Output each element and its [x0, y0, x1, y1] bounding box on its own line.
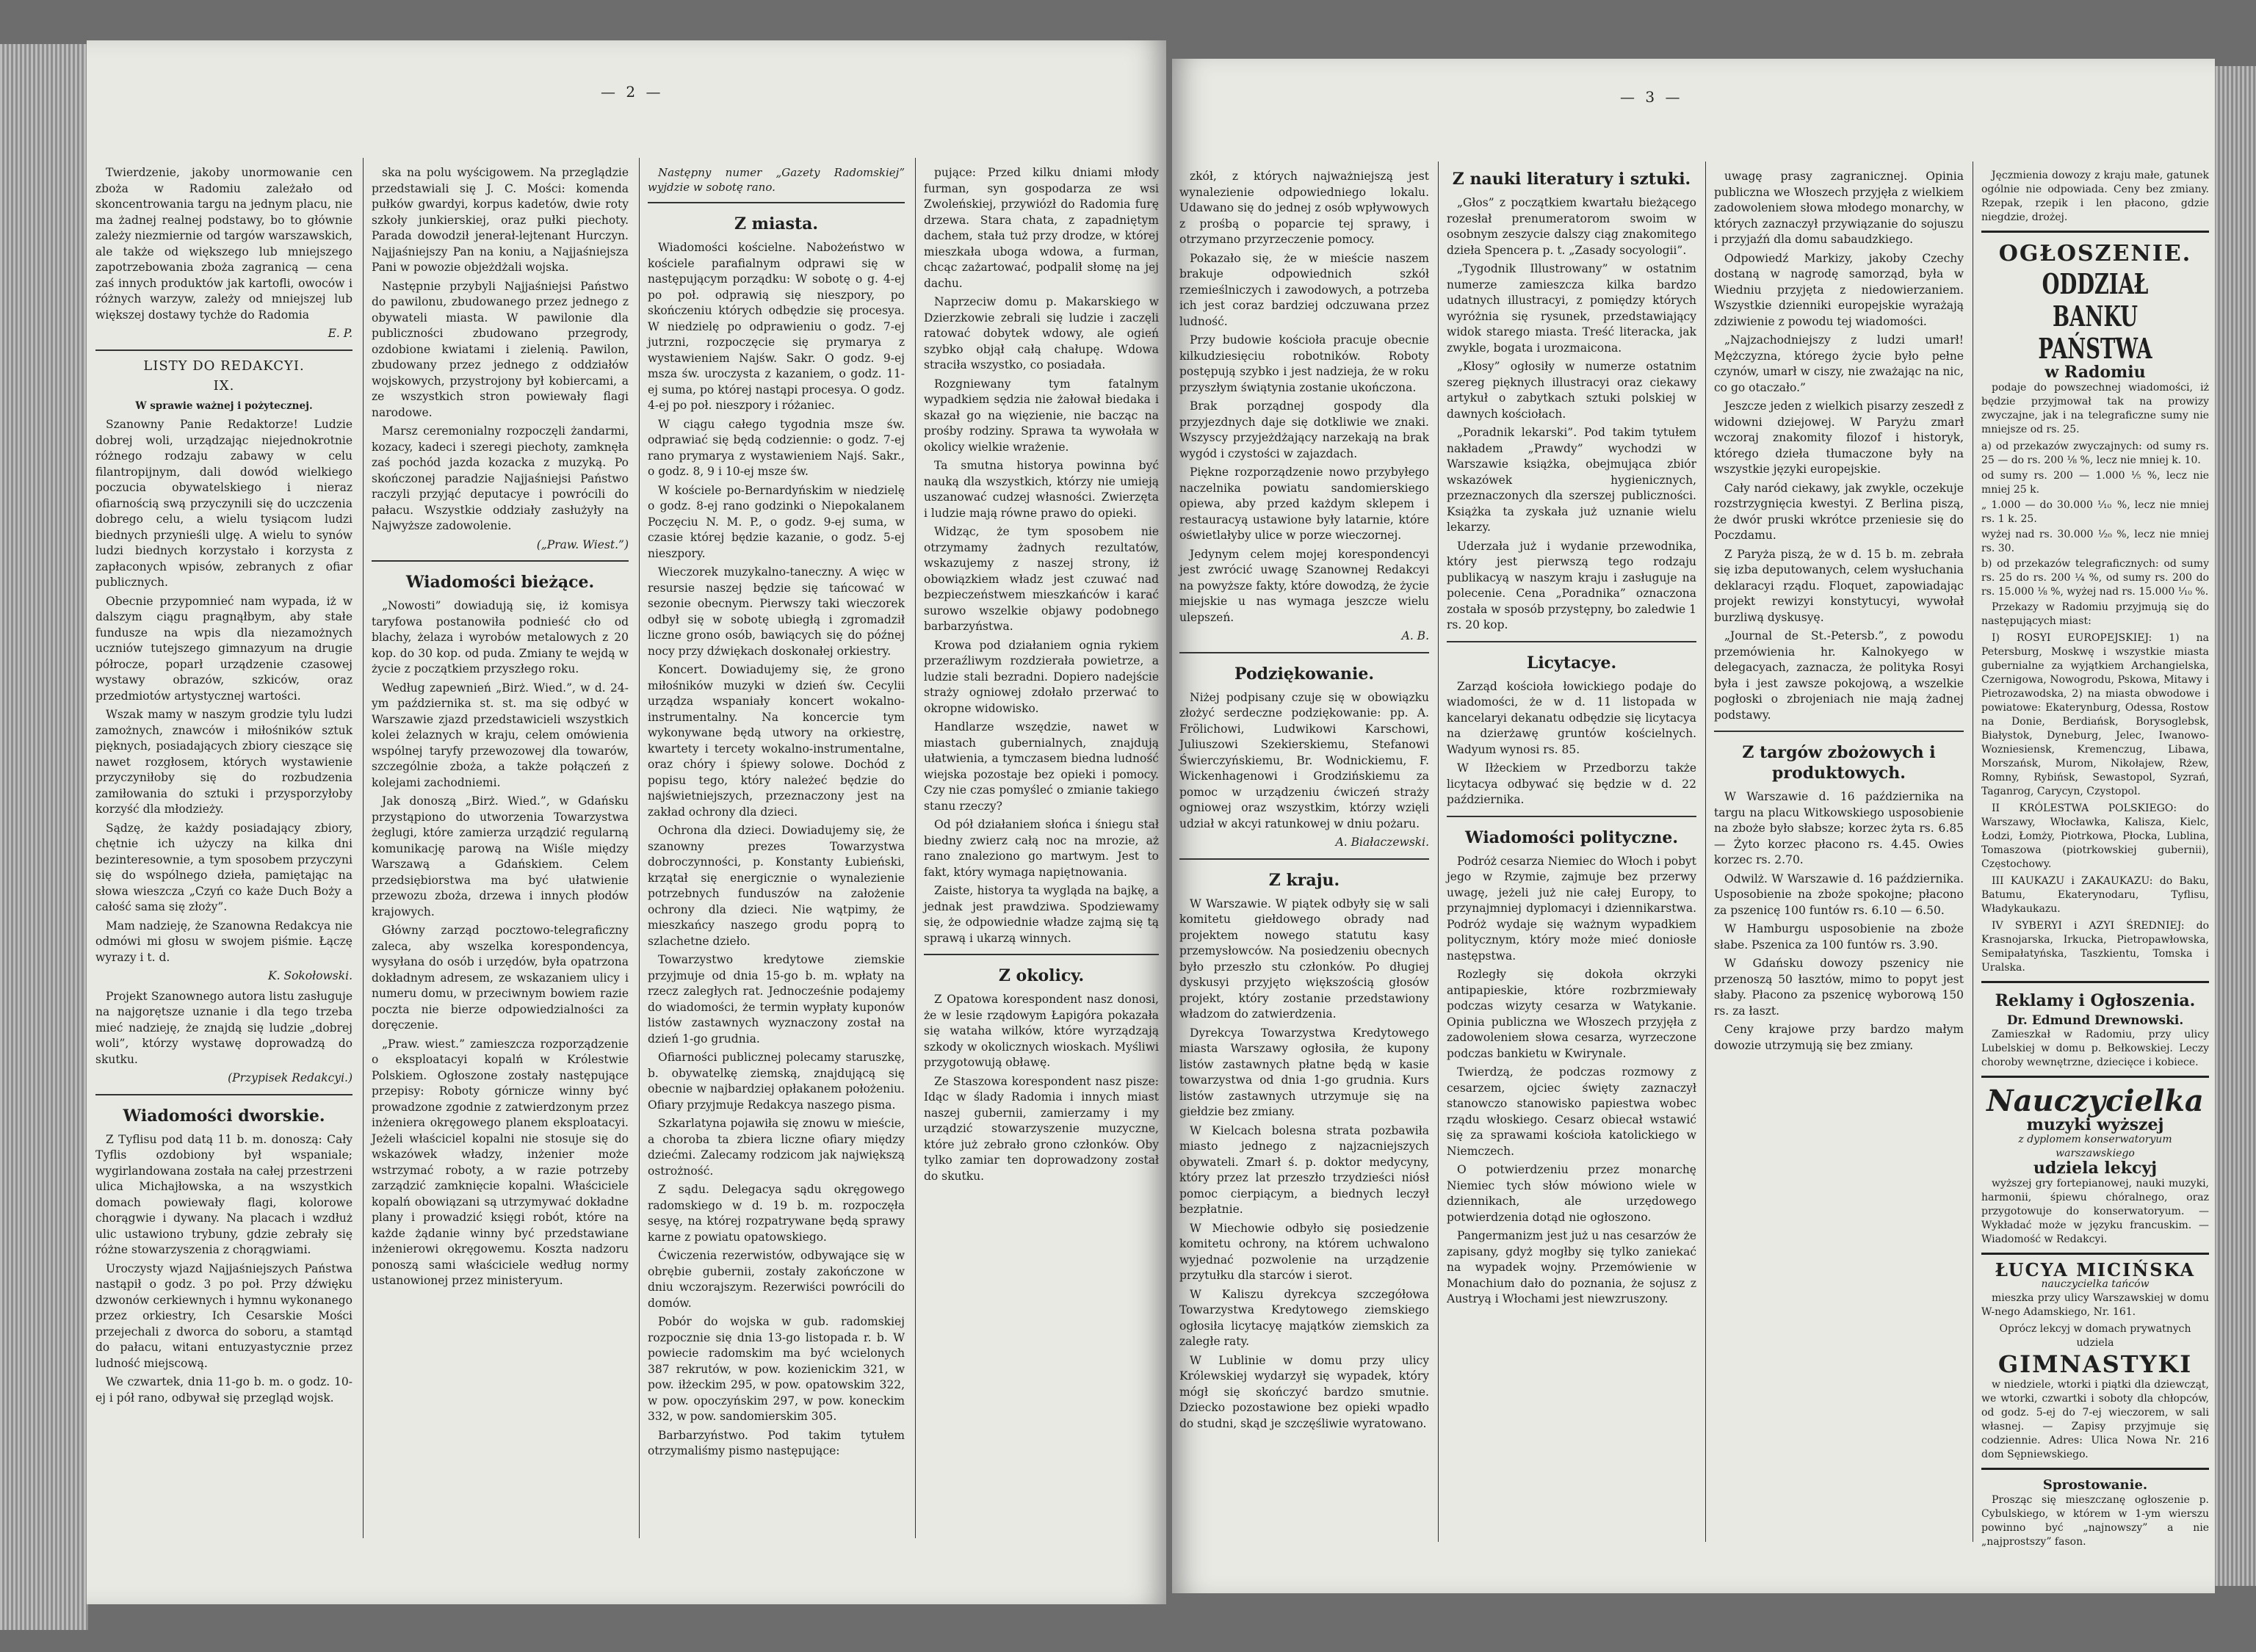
news-item: Z Opatowa korespondent nasz donosi, że w lesie rządowym Łapigóra pokazała się wataha wilków, które wyrządzają szkody w okolicznych wioskach. Myśliwi przygotowują obławę.	[924, 993, 1159, 1069]
ad-text: podaje do powszechnej wiadomości, iż będzie przyjmował tak na prowizy zwyczajne, jak i na telegraficzne sumy nie mniejsze od rs. 25.	[1981, 381, 2209, 435]
letter-paragraph: Wszak mamy w naszym grodzie tylu ludzi zamożnych, znawców i miłośników sztuk pięknych, posiadających zbiory cieszące się nawet rozgłosem, których wystawienie przyczyniłoby się do rozbudzenia zamiłowania do sztuki i przysporzyłoby korzyść dla młodzieży.	[95, 708, 352, 816]
news-item: Główny zarząd pocztowo-telegraficzny zaleca, aby wszelka korespondencya, wysyłana do osób i urzędów, była opatrzona dokładnym adresem, ze wskazaniem ulicy i numeru domu, w przeciwnym bowiem razie poczta nie bierze odpowiedzialności za doręczenie.	[372, 924, 629, 1032]
section-heading: Z nauki literatury i sztuki.	[1452, 170, 1691, 189]
article-paragraph: Marsz ceremonialny rozpoczęli żandarmi, kozacy, kadeci i szeregi piechoty, zamknęła zaś pochód jazda kozacka z muzyką. Po skończonej paradzie Najjaśniejsi Państwo raczyli przyjąć deputacye i powrócili do pałacu. Wszystkie oddziały zasłużyły na Najwyższe zadowolenie.	[372, 424, 629, 532]
ad-heading: OGŁOSZENIE.	[1998, 241, 2192, 267]
page-number: — 2 —	[601, 83, 664, 101]
ad-heading: Reklamy i Ogłoszenia.	[1995, 990, 2196, 1010]
section-heading: Podziękowanie.	[1234, 664, 1374, 684]
column-1	[95, 165, 352, 1409]
column-3	[1714, 169, 1964, 1057]
section-heading: Z okolicy.	[998, 966, 1085, 985]
letter-paragraph: Obecnie przypomnieć nam wypada, iż w dalszym ciągu pragnąłbym, aby stałe fundusze na wpis dla niezamożnych uczniów tutejszego gimnazyum na drugie półrocze, poparł urządzenie czasowej wystawy obrazów, szkiców, oraz przedmiotów artystycznej wartości.	[95, 594, 352, 703]
fee-item: a) od przekazów zwyczajnych: od sumy rs. 25 — do rs. 200 ⅛ %, lecz nie mniej k. 10.	[1981, 440, 2209, 466]
ad-bank-name: ODDZIAŁ BANKU PAŃSTWA	[2038, 267, 2152, 365]
article-paragraph: Rozgniewany tym fatalnym wypadkiem sędzia nie żałował biedaka i skazał go na więzienie, nie bacząc na prośby rodziny. Sprawa ta wywołała w okolicy wielkie wrażenie.	[924, 377, 1159, 454]
ad-heading: Sprostowanie.	[2042, 1477, 2148, 1493]
divider	[95, 349, 352, 351]
news-item: Jak donoszą „Birż. Wied.”, w Gdańsku przystąpiono do utworzenia Towarzystwa żeglugi, które zamierza urządzić regularną komunikację parową na Wiśle między Warszawą a Gdańskiem. Celem przedsiębiorstwa ma być ułatwienie przewozu zboża, drzewa i innych płodów krajowych.	[372, 794, 629, 919]
article-paragraph: Krowa pod działaniem ognia rykiem przeraźliwym rozdzierała powietrze, a ludzie stali bezradni. Dopiero nadejście straży ogniowej zdołało przerwać to okropne widowisko.	[924, 638, 1159, 715]
news-item: „Praw. wiest.” zamieszcza rozporządzenie o eksploatacyi kopalń w Królestwie Polskiem. Ogłoszone zostały następujące przepisy: Roboty górnicze winny być prowadzone zgodnie z zatwierdzonym przez inżeniera okręgowego planem eksploatacyi. Jeżeli właściciel kopalni nie stosuje się do wskazówek władzy, inżenier może wstrzymać roboty, a w razie potrzeby zarządzić zamknięcie kopalni. Właściciele kopalń obowiązani są utrzymywać dokładne plany i prowadzić księgi robót, które na każde żądanie winny być przedstawiane inżenierowi okręgowemu. Koszta nadzoru ponoszą sami właściciele według normy ustanowionej przez ministeryum.	[372, 1037, 629, 1287]
article-paragraph: pujące: Przed kilku dniami młody furman, syn gospodarza ze wsi Zwoleńskiej, przywiózł do Radomia furę drzewa. Stara chata, z zapadniętym dachem, stała tuż przy drodze, w której mieszkała uboga wdowa, a furman, chcąc zażartować, podpalił słomę na jej dachu.	[924, 166, 1159, 290]
column-4	[924, 165, 1159, 1187]
article-paragraph: Cały naród ciekawy, jak zwykle, oczekuje rozstrzygnięcia kwestyi. Z Berlina piszą, że dwór pruski wkrótce przeniesie się do Poczdamu.	[1714, 481, 1964, 542]
article-paragraph: Przy budowie kościoła pracuje obecnie kilkudziesięciu robotników. Roboty postępują szybko i jest nadzieja, że w roku przyszłym świątynia zostanie ukończona.	[1179, 333, 1429, 394]
column-divider	[1705, 162, 1706, 1542]
article-paragraph: Brak porządnej gospody dla przyjezdnych daje się dotkliwie we znaki. Wszyscy przyjeżdżający narzekają na brak wygód i czystości w zajazdach.	[1179, 399, 1429, 460]
market-item: W Gdańsku dowozy pszenicy nie przenoszą 50 łasztów, mimo to popyt jest słaby. Płacono za pszenicę wyborową 150 rs. za łaszt.	[1714, 957, 1964, 1018]
article-paragraph: Następnie przybyli Najjaśniejsi Państwo do pawilonu, zbudowanego przez jednego z obywateli miasta. W pawilonie dla publiczności zbudowano przegrody, ozdobione kwiatami i zielenią. Pawilon, zbudowany przez jednego z oddziałów wojskowych, przystrojony był kobiercami, a ze wszystkich stron powiewały flagi narodowe.	[372, 279, 629, 419]
news-item: W kościele po-Bernardyńskim w niedzielę o godz. 8-ej rano godzinki o Niepokalanem Poczęciu N. M. P., o godz. 9-ej sumа, w czasie której będzie kazanie, o godz. 5-ej nieszpory.	[648, 483, 905, 560]
divider	[1447, 641, 1696, 642]
news-item: Ochrona dla dzieci. Dowiadujemy się, że szanowny prezes Towarzystwa dobroczynności, p. Konstanty Łubieński, krzątał się energicznie o wynalezienie potrzebnych funduszów na założenie ochrony dla dzieci. Nie wątpimy, że mieszkańcy naszego grodu poprą to szlachetne dzieło.	[648, 824, 905, 948]
ad-text: mieszka przy ulicy Warszawskiej w domu W-nego Adamskiego, Nr. 161.	[1981, 1292, 2209, 1318]
article-paragraph: Niżej podpisany czuje się w obowiązku złożyć serdeczne podziękowanie: pp. A. Frölichowi, Ludwikowi Karschowi, Juliuszowi Szekierskiemu, Stefanowi Świerczyńskiemu, Br. Wodnickiemu, F. Wickenhagenowi i Grodzińskiemu za pomoc w urządzeniu ćwiczeń straży ogniowej oraz wszystkim, którzy wzięli udział w akcyi ratunkowej w dniu pożaru.	[1179, 690, 1429, 830]
divider	[648, 202, 905, 203]
news-item: Koncert. Dowiadujemy się, że grono miłośników muzyki w dzień św. Cecylii urządza wspaniały koncert wokalno-instrumentalny. Na koncercie tym wykonywane będą utwory na orkiestrę, kwartety i tercety wokalno-instrumentalne, oraz chóry i śpiewy solowe. Dochód z popisu tego, który należeć będzie do najświetniejszych, przeznaczony jest na zakład ochrony dla dzieci.	[648, 663, 905, 819]
news-item: Według zapewnień „Birż. Wied.”, w d. 24-ym października st. st. ma się odbyć w Warszawie zjazd przedstawicieli wszystkich kolei żelaznych w kraju, celem omówienia wspólnej taryfy przewozowej dla towarów, szczególnie zboża, a także połączeń z kolejami zachodniemi.	[372, 681, 629, 789]
doctor-advertisement	[1981, 981, 2209, 1070]
article-paragraph: Piękne rozporządzenie nowo przybyłego naczelnika powiatu sandomierskiego opiewa, aby przed każdym sklepem i restauracyą ustawione były latarnie, które oświetlałyby ulice w porze wieczornej.	[1179, 465, 1429, 542]
section-heading: Z targów zbożowych i produktowych.	[1742, 743, 1936, 783]
next-issue-note: Następny numer „Gazety Radomskiej” wyjdzie w sobotę rano.	[648, 166, 905, 194]
ad-text: Prosząc się mieszczanę ogłoszenie p. Cybulskiego, w którem w 1-ym wierszu powinno być „najnowszy” a nie „najprostszy” fason.	[1981, 1493, 2209, 1548]
signature: K. Sokołowski.	[268, 969, 352, 982]
news-item: Ze Staszowa korespondent nasz pisze: Idąc w ślady Radomia i innych miast naszej gubernii, zamierzamy i my urządzić stowarzyszenie muzyczne, które już zebrało grono członków. Oby tylko zamiar ten doprowadzony został do skutku.	[924, 1074, 1159, 1183]
news-item: W ciągu całego tygodnia msze św. odprawiać się będą codziennie: o godz. 7-ej rano prymarya z wystawieniem Najś. Sakr., o godz. 8, 9 i 10-ej msze św.	[648, 417, 905, 478]
news-item: Ćwiczenia rezerwistów, odbywające się w obrębie gubernii, zostały zakończone w dniu wczorajszym. Rezerwiści powrócili do domów.	[648, 1249, 905, 1310]
dance-teacher-advertisement	[1981, 1253, 2209, 1463]
news-item: W Warszawie. W piątek odbyły się w sali komitetu giełdowego obrady nad projektem nowego statutu kasy przemysłowców. Na posiedzeniu obecnych było przeszło stu członków. Po długiej dyskusyi przyjęto większością głosów projekt, który zostanie przedstawiony władzom do zatwierdzenia.	[1179, 896, 1429, 1021]
section-heading: Wiadomości bieżące.	[405, 573, 595, 592]
article-paragraph: Jedynym celem mojej korespondencyi jest zwrócić uwagę Szanownej Redakcyi na powyższe fakty, które dowodzą, że życie miejskie u nas wymaga jeszcze wielu ulepszeń.	[1179, 547, 1429, 624]
section-heading: Licytacye.	[1526, 653, 1617, 673]
correction-notice	[1981, 1468, 2209, 1549]
music-teacher-advertisement	[1981, 1076, 2209, 1247]
doctor-name: Dr. Edmund Drewnowski.	[2006, 1012, 2184, 1028]
ad-text: Przekazy w Radomiu przyjmują się do następujących miast:	[1981, 601, 2209, 627]
market-item: W Hamburgu usposobienie na zboże słabe. Pszenica za 100 funtów rs. 3.90.	[1714, 922, 1964, 952]
fee-item: wyżej nad rs. 30.000 ¹⁄₂₀ %, lecz nie mniej rs. 30.	[1981, 528, 2209, 554]
news-item: „Poradnik lekarski”. Pod takim tytułem nakładem „Prawdy” wychodzi w Warszawie książka, obejmująca zbiór wskazówek hygienicznych, przeznaczonych dla szerszej publiczności. Książka ta zyskała już uznanie wielu lekarzy.	[1447, 426, 1696, 534]
article-paragraph: We czwartek, dnia 11-go b. m. o godz. 10-ej i pół rano, odbywał się przegląd wojsk.	[95, 1375, 352, 1405]
news-item: Szkarlatyna pojawiła się znowu w mieście, a choroba ta zbiera liczne ofiary między dziećmi. Zalecamy rodzicom jak największą ostrożność.	[648, 1117, 905, 1178]
article-paragraph: Handlarze wszędzie, nawet w miastach gubernialnych, znajdują ułatwienia, a tymczasem biedna ludność wiejska pozostaje bez opieki i pomocy. Czy nie czas pomyśleć o zmianie takiego stanu rzeczy?	[924, 720, 1159, 813]
news-item: W Kaliszu dyrekcya szczegółowa Towarzystwa Kredytowego ziemskiego ogłosiła licytacyę majątków ziemskich za zaległe raty.	[1179, 1287, 1429, 1348]
article-intro: Twierdzenie, jakoby unormowanie cen zboża w Radomiu zależało od skoncentrowania targu na jednym placu, nie ma żadnej realnej podstawy, bo to głównie zależy niezmiernie od targów warszawskich, ale także od większego lub mniejszego zapotrzebowania zboża zagranicą — cena zaś innych produktów jak kartofli, owoców i różnych warzyw, zależy od mniejszej lub większej dostawy tychże do Radomia	[95, 166, 352, 322]
article-paragraph: zkół, z których najważniejszą jest wynalezienie odpowiedniego lokalu. Udawano się do jednej z osób wpływowych z prośbą o poparcie tej sprawy, i otrzymano przyrzeczenie pomocy.	[1179, 170, 1429, 246]
article-paragraph: Odpowiedź Markizy, jakoby Czechy dostaną w nagrodę samorząd, była w Wiedniu przyjęta z niedowierzaniem. Wszystkie dzienniki europejskie wyrażają zdziwienie z powodu tej wiadomości.	[1714, 251, 1964, 328]
source-citation: („Praw. Wiest.”)	[536, 537, 629, 551]
region-list-item: III KAUKAZU i ZAKAUKAZU: do Baku, Batumu, Ekaterynodaru, Tyflisu, Władykaukazu.	[1981, 874, 2209, 915]
news-item: W Lublinie w domu przy ulicy Królewskiej wydarzył się wypadek, który mógł się skończyć bardzo smutnie. Dziecko pozostawione bez opieki wpadło do studni, skąd je szczęśliwie wyratowano.	[1179, 1353, 1429, 1430]
article-paragraph: Widząc, że tym sposobem nie otrzymamy żadnych rezultatów, wskazujemy z naszej strony, iż obowiązkiem władz jest czuwać nad bezpieczeństwem mieszkańców i karać surowo wszelkie objawy podobnego barbarzyństwa.	[924, 525, 1159, 633]
divider	[1179, 858, 1429, 860]
news-item: Dyrekcya Towarzystwa Kredytowego miasta Warszawy ogłosiła, że kupony listów zastawnych płatne będą w kasie towarzystwa od dnia 1-go grudnia. Kurs listów zastawnych utrzymuje się na giełdzie bez zmiany.	[1179, 1026, 1429, 1118]
fee-list	[1981, 440, 2209, 599]
news-item: Barbarzyństwo. Pod takim tytułem otrzymaliśmy pismo następujące:	[648, 1428, 905, 1457]
signature: A. Białaczewski.	[1335, 836, 1429, 849]
market-item: Ceny krajowe przy bardzo małym dowozie utrzymują się bez zmiany.	[1714, 1023, 1964, 1052]
column-divider	[915, 158, 916, 1538]
article-paragraph: Ta smutna historya powinna być nauką dla wszystkich, którzy nie umieją uszanować cudzej własności. Zwierzęta i ludzie mają równe prawo do opieki.	[924, 459, 1159, 520]
article-paragraph: Pokazało się, że w mieście naszem brakuje odpowiednich szkół rzemieślniczych i zawodowych, a potrzeba ich jest coraz bardziej odczuwana przez ludność.	[1179, 251, 1429, 328]
news-item: Ofiarności publicznej polecamy staruszkę, b. obywatelkę ziemską, znajdującą się obecnie w najbardziej opłakanem położeniu. Ofiary przyjmuje Redakcya naszego pisma.	[648, 1051, 905, 1112]
news-item: W Miechowie odbyło się posiedzenie komitetu ochrony, na którem uchwalono wyjednać pozwolenie na urządzenie przytułku dla starców i sierot.	[1179, 1221, 1429, 1282]
divider	[1179, 652, 1429, 653]
letter-paragraph: Sądzę, że każdy posiadający zbiory, chętnie ich użyczy na kilka dni bezinteresownie, a tym sposobem przyczyni się do wspólnego dzieła, pamiętając na słowa wieszcza „Czyń co każe Duch Boży a całość sama się złoży”.	[95, 821, 352, 913]
bank-advertisement	[1981, 231, 2209, 975]
article-paragraph: Pangermanizm jest już u nas cesarzów że zapisany, gdyż mogłby się tylko zaniekać na wypadek wojny. Przemówienie w Monachium dało do poznania, że sojusz z Austryą i Włochami jest niewzruszony.	[1447, 1229, 1696, 1305]
article-paragraph: uwagę prasy zagranicznej. Opinia publiczna we Włoszech przyjęła z wielkiem zadowoleniem słowa młodego monarchy, w których zaznaczył przywiązanie do sojuszu i przyjaźń dla domu sabaudzkiego.	[1714, 170, 1964, 246]
article-paragraph: Z Paryża piszą, że w d. 15 b. m. zebrała się izba deputowanych, celem wysłuchania deklaracyi rządu. Floquet, zapowiadając projekt rewizyi konstytucyi, wywołał burzliwą dyskusyę.	[1714, 547, 1964, 624]
letter-paragraph: Mam nadzieję, że Szanowna Redakcya nie odmówi mi głosu w swojem piśmie. Łączę wyrazy i t. d.	[95, 919, 352, 964]
ad-text: Oprócz lekcyj w domach prywatnych udziela	[1999, 1323, 2191, 1349]
column-2	[372, 165, 629, 1292]
column-divider	[363, 158, 364, 1538]
column-3	[648, 165, 905, 1463]
divider	[1447, 816, 1696, 817]
letter-number: IX.	[213, 378, 235, 394]
article-paragraph: Naprzeciw domu p. Makarskiego w Dzierzkowie zebrali się ludzie i zaczęli ratować dobytek wdowy, ale ogień szybko objął całą chałupę. Wdowa straciła wszystko, co posiadała.	[924, 295, 1159, 372]
editor-comment: Projekt Szanownego autora listu zasługuje na najgorętsze uznanie i dla tego trzeba mieć nadzieję, że znajdą się ludzie „dobrej woli”, którzy wystawę doprowadzą do skutku.	[95, 989, 352, 1066]
region-list-item: II KRÓLESTWA POLSKIEGO: do Warszawy, Włocławka, Kalisza, Kielc, Łodzi, Łomży, Piotrkowa, Płocka, Lublina, Tomaszowa (piotrkowskiej gubernii), Częstochowy.	[1981, 802, 2209, 870]
article-paragraph: Od pół działaniem słońca i śniegu stał biedny zwierz całą noc na mrozie, aż rano znaleziono go martwym. Jest to fakt, który wymaga napiętnowania.	[924, 818, 1159, 879]
article-paragraph: O potwierdzeniu przez monarchę Niemiec tych słów mówiono wiele w dziennikach, ale urzędowego potwierdzenia dotąd nie ogłoszono.	[1447, 1163, 1696, 1224]
section-heading: Z miasta.	[734, 214, 819, 233]
ad-diploma: z dyplomem konserwatoryum warszawskiego	[2018, 1134, 2172, 1159]
market-item: W Warszawie d. 16 października na targu na placu Witkowskiego usposobienie na zboże było słabsze; korzec żyta rs. 6.85 — Żyto korzec płacono rs. 4.45. Owies korzec rs. 2.70.	[1714, 790, 1964, 866]
teacher-name: ŁUCYA MICIŃSKA	[1995, 1258, 2196, 1280]
ad-subheading: nauczycielka tańców	[2041, 1278, 2150, 1290]
ad-gymnastics: GIMNASTYKI	[1998, 1350, 2193, 1378]
divider	[95, 1094, 352, 1095]
news-item: Towarzystwo kredytowe ziemskie przyjmuje od dnia 15-go b. m. wpłaty na rzecz zaległych rat. Jednocześnie podajemy do wiadomości, że termin wypłaty kuponów listów zastawnych wyznaczony został na dzień 1-go grudnia.	[648, 953, 905, 1046]
news-item: Wiadomości kościelne. Nabożeństwo w kościele parafialnym odprawi się w następującym porządku: W sobotę o g. 4-ej po poł. odprawią się nieszpory, po skończeniu których odbędzie się procesya. W niedzielę po odprawieniu o godz. 7-ej jutrzni, rozpoczęcie się prymarya z wystawieniem Najśw. Sakr. O godz. 9-ej msza św. uroczysta z kazaniem, o godz. 11-ej suma, po której nastąpi procesya. O godz. 4-ej po poł. nieszpory i różaniec.	[648, 241, 905, 412]
article-paragraph: ska na polu wyścigowem. Na przeglądzie przedstawiali się J. C. Mości: komenda pułków gwardyi, korpus kadetów, dwie roty szkoły junkierskiej, oraz pułki piechoty. Parada dowodził jenerał-lejtenant Hurczyn. Najjaśniejszy Pan na koniu, a Najjaśniejsza Pani w powozie objeżdżali wojska.	[372, 166, 629, 274]
section-heading: Z kraju.	[1268, 870, 1340, 890]
divider	[924, 954, 1159, 955]
right-page	[1172, 59, 2215, 1593]
column-divider	[1438, 162, 1439, 1542]
fee-item: b) od przekazów telegraficznych: od sumy rs. 25 do rs. 200 ¼ %, od sumy rs. 200 do rs. 15.000 ⅛ %, wyżej nad rs. 15.000 ⅒ %.	[1981, 557, 2209, 598]
news-item: „Nowosti” dowiadują się, iż komisya taryfowa postanowiła podnieść cło od blachy, żelaza i wyrobów metalowych z 20 kop. do 30 kop. od puda. Zmiany te wejdą w życie z początkiem przyszłego roku.	[372, 599, 629, 675]
news-item: „Tygodnik Illustrowany” w ostatnim numerze zamieszcza kilka bardzo udatnych illustracyi, z pomiędzy których wyróżnia się rysunek, przedstawiający widok starego miasta. Treść literacka, jak zwykle, bogata i urozmaicona.	[1447, 262, 1696, 355]
book-left-edge	[0, 44, 88, 1630]
letter-paragraph: Szanowny Panie Redaktorze! Ludzie dobrej woli, urządzając niejednokrotnie różnego rodzaju zabawy w celu filantropijnym, dali dowód wielkiego poczucia obywatelskiego i nieraz ofiarnością swą przyczynili się do uczczenia dobrego celu, a wielu tysiącom ludzi biednych przynieśli ulgę. A wielu to synów ludzi biednych korzystało i korzysta z zapłaconych wpisów, zebranych z ofiar publicznych.	[95, 418, 352, 589]
column-divider	[639, 158, 640, 1538]
news-item: W Kielcach bolesna strata pozbawiła miasto jednego z najzacniejszych obywateli. Zmarł ś. p. doktor medycyny, który przez lat przeszło trzydzieści niósł pomoc cierpiącym, a biednych leczył bezpłatnie.	[1179, 1123, 1429, 1216]
ad-subheading: muzyki wyższej	[2026, 1115, 2164, 1134]
signature: E. P.	[328, 327, 352, 340]
fee-item: od sumy rs. 200 — 1.000 ⅕ %, lecz nie mniej 25 k.	[1981, 469, 2209, 496]
section-heading: LISTY DO REDAKCYI.	[143, 358, 305, 374]
market-item: Odwilż. W Warszawie d. 16 października. Usposobienie na zboże spokojne; płacono za pszenicę 100 funtów rs. 6.10 — 6.50.	[1714, 872, 1964, 917]
ad-text: Zamieszkał w Radomiu, przy ulicy Lubelskiej w domu p. Bełkowskiej. Leczy choroby wewnętrzne, dziecięce i kobiece.	[1981, 1028, 2209, 1068]
market-note: Jęczmienia dowozy z kraju małe, gatunek ogólnie nie odpowiada. Ceny bez zmiany. Rzepak, rzepik i len płacono, gdzie niegdzie, drożej.	[1981, 170, 2209, 223]
article-paragraph: Z Tyflisu pod datą 11 b. m. donoszą: Cały Tyflis ozdobiony był wspaniale; wygirlandowana została na całej przestrzeni ulica Michajłowska, a na wszystkich domach powiewały flagi, kolorowe chorągwie i dywany. Na placach i wzdłuż ulic ustawiono trybuny, gdzie zebrały się różne stowarzyszenia z chorągwiami.	[95, 1132, 352, 1256]
editor-note: (Przypisek Redakcyi.)	[228, 1071, 352, 1084]
article-paragraph: Podróż cesarza Niemiec do Włoch i pobyt jego w Rzymie, zajmuje bez przerwy uwagę, jeżeli już nie całej Europy, to przynajmniej dyplomacyi i dziennikarstwa. Podróż wydaje się ważnym wypadkiem politycznym, który może mieć doniosłe następstwa.	[1447, 854, 1696, 963]
left-page	[87, 40, 1166, 1604]
news-item: „Kłosy” ogłosiły w numerze ostatnim szereg pięknych illustracyi oraz ciekawy artykuł o zabytkach sztuki polskiej w dawnych kościołach.	[1447, 360, 1696, 421]
news-item: Uderzała już i wydanie przewodnika, który jest pierwszą tego rodzaju publikacyą w naszym kraju i zasługuje na polecenie. Cena „Poradnika” oznaczona została w sposób przystępny, bo zaledwie 1 rs. 20 kop.	[1447, 539, 1696, 631]
ad-text: wyższej gry fortepianowej, nauki muzyki, harmonii, śpiewu chóralnego, oraz przygotowuje do konserwatoryum. — Wykładać może w języku francuskim. — Wiadomość w Redakcyi.	[1981, 1177, 2209, 1245]
signature: A. B.	[1401, 629, 1429, 642]
page-number: — 3 —	[1620, 88, 1683, 106]
region-list-item: I) ROSYI EUROPEJSKIEJ: 1) na Petersburg, Moskwę i wszystkie miasta gubernialne za wyjątkiem Archangielska, Czernigowa, Nowogrodu, Pskowa, Mitawy i Pietrozawodska, 2) na miasta obwodowe i powiatowe: Ekaterynburg, Odessa, Rostow na Donie, Berdiańsk, Borysoglebsk, Białystok, Dyneburg, Jelec, Iwanowo-Wozniesiensk, Kremenczug, Libawa, Morszańsk, Murom, Nikołajew, Rżew, Romny, Rybińsk, Sewastopol, Syzrań, Taganrog, Carycyn, Czystopol.	[1981, 631, 2209, 797]
ad-city: w Radomiu	[2044, 363, 2146, 382]
ad-subheading: udziela lekcyj	[2033, 1159, 2158, 1178]
article-paragraph: „Najzachodniejszy z ludzi umarł! Mężczyzna, którego życie było pełne czynów, umarł w ciszy, nie zważając na nic, co go otaczało.”	[1714, 333, 1964, 394]
news-item: Wieczorek muzykalno-taneczny. A więc w resursie naszej będzie się tańcować w sezonie obecnym. Pierwszy taki wieczorek odbył się w sobotę ubiegłą i zgromadził liczne grono osób, bawiących się do późnej nocy przy dźwiękach doskonałej orkiestry.	[648, 565, 905, 658]
column-1	[1179, 169, 1429, 1435]
article-paragraph: „Journal de St.-Petersb.”, z powodu przemówienia hr. Kalnokyego w delegacyach, zaznacza, że polityka Rosyi była i jest zawsze pokojową, a wszelkie pogłoski o zbrojeniach nie mają żadnej podstawy.	[1714, 629, 1964, 722]
letter-subtitle: W sprawie ważnej i pożytecznej.	[135, 399, 313, 412]
divider	[1714, 731, 1964, 732]
fee-item: „ 1.000 — do 30.000 ⅒ %, lecz nie mniej rs. 1 k. 25.	[1981, 499, 2209, 525]
news-item: Pobór do wojska w gub. radomskiej rozpocznie się dnia 13-go listopada r. b. W powiecie radomskim ma być wcielonych 387 rekrutów, w pow. kozienickim 321, w pow. iłżeckim 295, w pow. opatowskim 322, w pow. opoczyńskim 297, w pow. koneckim 332, w pow. sandomierskim 305.	[648, 1315, 905, 1423]
section-heading: Wiadomości dworskie.	[123, 1106, 325, 1126]
news-item: Z sądu. Delegacya sądu okręgowego radomskiego w d. 19 b. m. rozpoczęła sesyę, na której rozpatrywane będą sprawy karne z powiatu opatowskiego.	[648, 1183, 905, 1244]
region-list-item: IV SYBERYI i AZYI ŚREDNIEJ: do Krasnojarska, Irkucka, Pietropawłowska, Semipałatyńska, Taszkientu, Tomska i Uralska.	[1981, 919, 2209, 974]
article-paragraph: Uroczysty wjazd Najjaśniejszych Państwa nastąpił o godz. 3 po poł. Przy dźwięku dzwonów cerkiewnych i hymnu wykonanego przez orkiestry, Ich Cesarskie Mości przejechali z dworca do soboru, a stamtąd do pałacu, witani entuzyastycznie przez ludność miejscową.	[95, 1261, 352, 1370]
divider	[372, 560, 629, 562]
article-paragraph: Rozległy się dokoła okrzyki antipapieskie, które rozbrzmiewały podczas wizyty cesarza w Watykanie. Opinia publiczna we Włoszech przyjęła z zadowoleniem słowa cesarza, wyrzeczone podczas bankietu w Kwirynale.	[1447, 968, 1696, 1060]
article-paragraph: Zarząd kościoła łowickiego podaje do wiadomości, że w d. 11 listopada w kancelaryi dekanatu odbędzie się licytacya na dzierżawę gruntów kościelnych. Wadyum wynosi rs. 85.	[1447, 679, 1696, 756]
ad-text: w niedziele, wtorki i piątki dla dziewcząt, we wtorki, czwartki i soboty dla chłopców, od godz. 5-ej do 7-ej wieczorem, w sali własnej. — Zapisy przyjmuje się codziennie. Adres: Ulica Nowa Nr. 216 dom Sępniewskiego.	[1981, 1379, 2209, 1460]
news-item: „Głos” z początkiem kwartału bieżącego rozesłał prenumeratorom swoim w osobnym zeszycie dalszy ciąg znakomitego dzieła Spencera p. t. „Zasady socyologii”.	[1447, 196, 1696, 257]
section-heading: Wiadomości polityczne.	[1465, 827, 1678, 847]
article-paragraph: Twierdzą, że podczas rozmowy z cesarzem, ojciec święty zaznaczył stanowczo stanowisko papiestwa wobec rządu włoskiego. Cesarz obiecał wstawić się za sprawami kościoła katolickiego w Niemczech.	[1447, 1065, 1696, 1158]
article-paragraph: Zaiste, historya ta wygląda na bajkę, a jednak jest prawdziwa. Spodziewamy się, że odpowiednie władze zajmą się tą sprawą i ukarzą winnych.	[924, 884, 1159, 945]
column-2	[1447, 169, 1696, 1311]
article-paragraph: W Iłżeckiem w Przedborzu także licytacya odbywać się będzie w d. 22 października.	[1447, 761, 1696, 806]
advertisements-column	[1981, 169, 2209, 1552]
article-paragraph: Jeszcze jeden z wielkich pisarzy zeszedł z widowni dziejowej. W Paryżu zmarł wczoraj znakomity filozof i historyk, którego dzieła tłumaczone były na wszystkie języki europejskie.	[1714, 399, 1964, 476]
ad-heading: Nauczycielka	[1986, 1083, 2204, 1118]
